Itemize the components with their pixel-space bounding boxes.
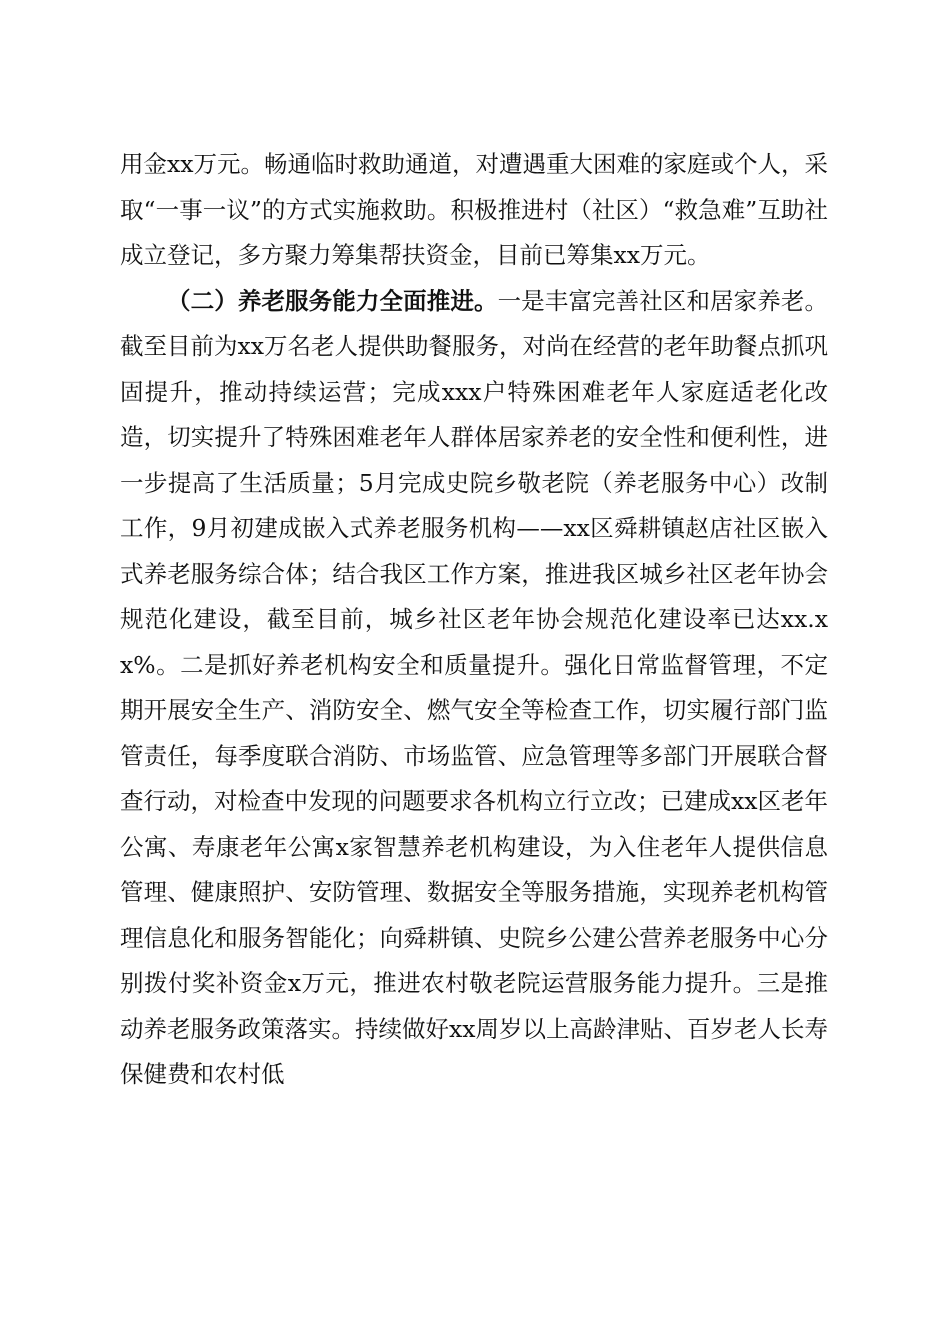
paragraph-elderly-services-body: 一是丰富完善社区和居家养老。截至目前为xx万名老人提供助餐服务，对尚在经营的老年助餐点抓巩固提升，推动持续运营；完成xxx户特殊困难老年人家庭适老化改造，切实提升了特殊困难老年人群体居家养老的安全性和便利性，进一步提高了生活质量；5月完成史院乡敬老院（养老服务中心）改制工作，9月初建成嵌入式养老服务机构——xx区舜耕镇赵店社区嵌入式养老服务综合体；结合我区工作方案，推进我区城乡社区老年协会规范化建设，截至目前，城乡社区老年协会规范化建设率已达xx.xx%。二是抓好养老机构安全和质量提升。强化日常监督管理，不定期开展安全生产、消防安全、燃气安全等检查工作，切实履行部门监管责任，每季度联合消防、市场监管、应急管理等多部门开展联合督查行动，对检查中发现的问题要求各机构立行立改；已建成xx区老年公寓、寿康老年公寓x家智慧养老机构建设，为入住老年人提供信息管理、健康照护、安防管理、数据安全等服务措施，实现养老机构管理信息化和服务智能化；向舜耕镇、史院乡公建公营养老服务中心分别拨付奖补资金x万元，推进农村敬老院运营服务能力提升。三是推动养老服务政策落实。持续做好xx周岁以上高龄津贴、百岁老人长寿保健费和农村低 bbox=[120, 286, 829, 1088]
section-heading: （二）养老服务能力全面推进。 bbox=[167, 286, 498, 315]
paragraph-temporary-assistance: 用金xx万元。畅通临时救助通道，对遭遇重大困难的家庭或个人，采取“一事一议”的方式实施救助。积极推进村（社区）“救急难”互助社成立登记，多方聚力筹集帮扶资金，目前已筹集xx万元。 bbox=[120, 150, 829, 269]
document-body bbox=[120, 142, 828, 1098]
paragraph-elderly-services bbox=[120, 279, 828, 1098]
